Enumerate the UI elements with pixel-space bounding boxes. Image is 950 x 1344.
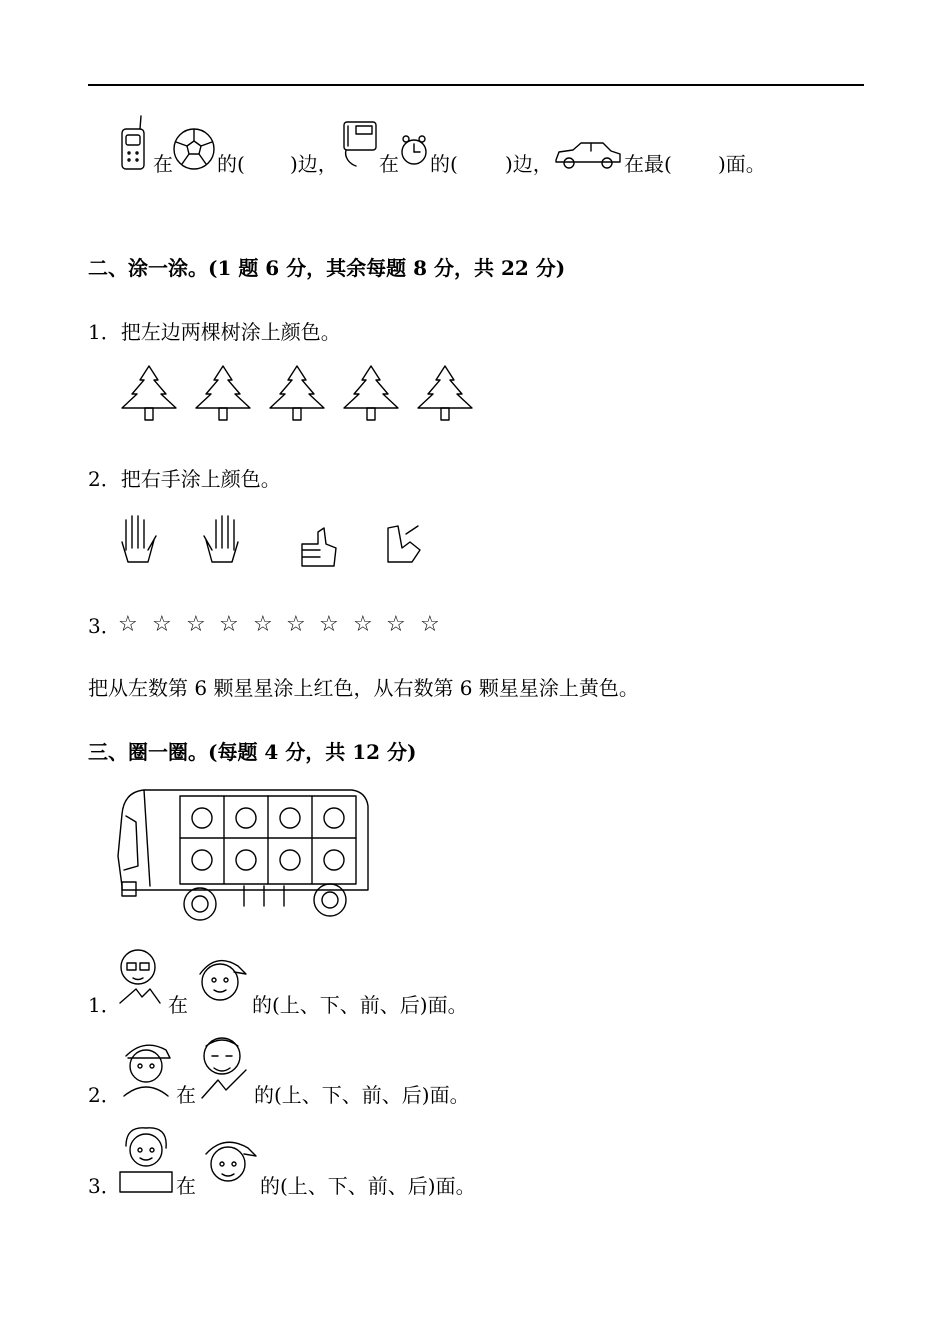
hand-row: [118, 512, 438, 576]
top-in-2: 在: [379, 152, 399, 176]
question-2-3-text: 把从左数第 6 颗星星涂上红色，从右数第 6 颗星星涂上黄色。: [88, 676, 639, 700]
star-icon[interactable]: ☆: [420, 612, 440, 637]
question-2-3-number: 3．: [88, 614, 121, 638]
question-3-3-tail: 的(上、下、前、后)面。: [260, 1174, 476, 1198]
star-icon[interactable]: ☆: [152, 612, 172, 637]
tree-icon: [270, 366, 324, 420]
tree-icon: [418, 366, 472, 420]
question-3-2-tail: 的(上、下、前、后)面。: [254, 1083, 470, 1107]
top-of-2: 的(: [430, 152, 458, 176]
top-face: )面。: [718, 152, 766, 176]
bus-icon: [114, 786, 372, 922]
top-in-3: 在最(: [624, 152, 672, 176]
desk-phone-icon: [340, 118, 378, 170]
tree-icon: [122, 366, 176, 420]
star-icon[interactable]: ☆: [253, 612, 273, 637]
top-rule: [88, 84, 864, 86]
thumb-hand-icon: [302, 528, 336, 566]
thumb-hand-icon: [388, 526, 420, 562]
question-2-1: 1．把左边两棵树涂上颜色。: [88, 320, 341, 344]
mobile-phone-icon: [118, 115, 152, 173]
question-3-1-tail: 的(上、下、前、后)面。: [252, 993, 468, 1017]
tree-icon: [196, 366, 250, 420]
alarm-clock-icon: [399, 133, 429, 167]
question-3-3-number: 3．: [88, 1174, 121, 1198]
soccer-ball-icon: [173, 128, 217, 172]
face-icon: [120, 1038, 174, 1098]
face-icon: [118, 1124, 176, 1196]
tree-row: [118, 364, 488, 432]
section3-heading: 三、圈一圈。(每题 4 分，共 12 分): [88, 740, 417, 764]
question-3-2-number: 2．: [88, 1083, 121, 1107]
star-icon[interactable]: ☆: [286, 612, 306, 637]
star-icon[interactable]: ☆: [353, 612, 373, 637]
hand-icon: [204, 516, 238, 562]
hand-icon: [122, 516, 156, 562]
star-icon[interactable]: ☆: [186, 612, 206, 637]
top-in-1: 在: [153, 152, 173, 176]
star-icon[interactable]: ☆: [219, 612, 239, 637]
top-side-1: )边，: [290, 152, 338, 176]
face-icon: [196, 1134, 260, 1194]
star-icon[interactable]: ☆: [118, 612, 138, 637]
question-3-1-in: 在: [168, 993, 188, 1017]
question-3-2-in: 在: [176, 1083, 196, 1107]
tree-icon: [344, 366, 398, 420]
top-of-1: 的(: [217, 152, 245, 176]
top-side-2: )边，: [505, 152, 553, 176]
star-icon[interactable]: ☆: [319, 612, 339, 637]
car-icon: [553, 140, 623, 172]
question-2-2: 2．把右手涂上颜色。: [88, 467, 281, 491]
star-icon[interactable]: ☆: [386, 612, 406, 637]
section2-heading: 二、涂一涂。(1 题 6 分，其余每题 8 分，共 22 分): [88, 256, 566, 280]
face-icon: [116, 945, 166, 1007]
question-3-1-number: 1．: [88, 993, 121, 1017]
question-3-3-in: 在: [176, 1174, 196, 1198]
face-icon: [196, 1030, 254, 1100]
face-icon: [188, 952, 250, 1006]
